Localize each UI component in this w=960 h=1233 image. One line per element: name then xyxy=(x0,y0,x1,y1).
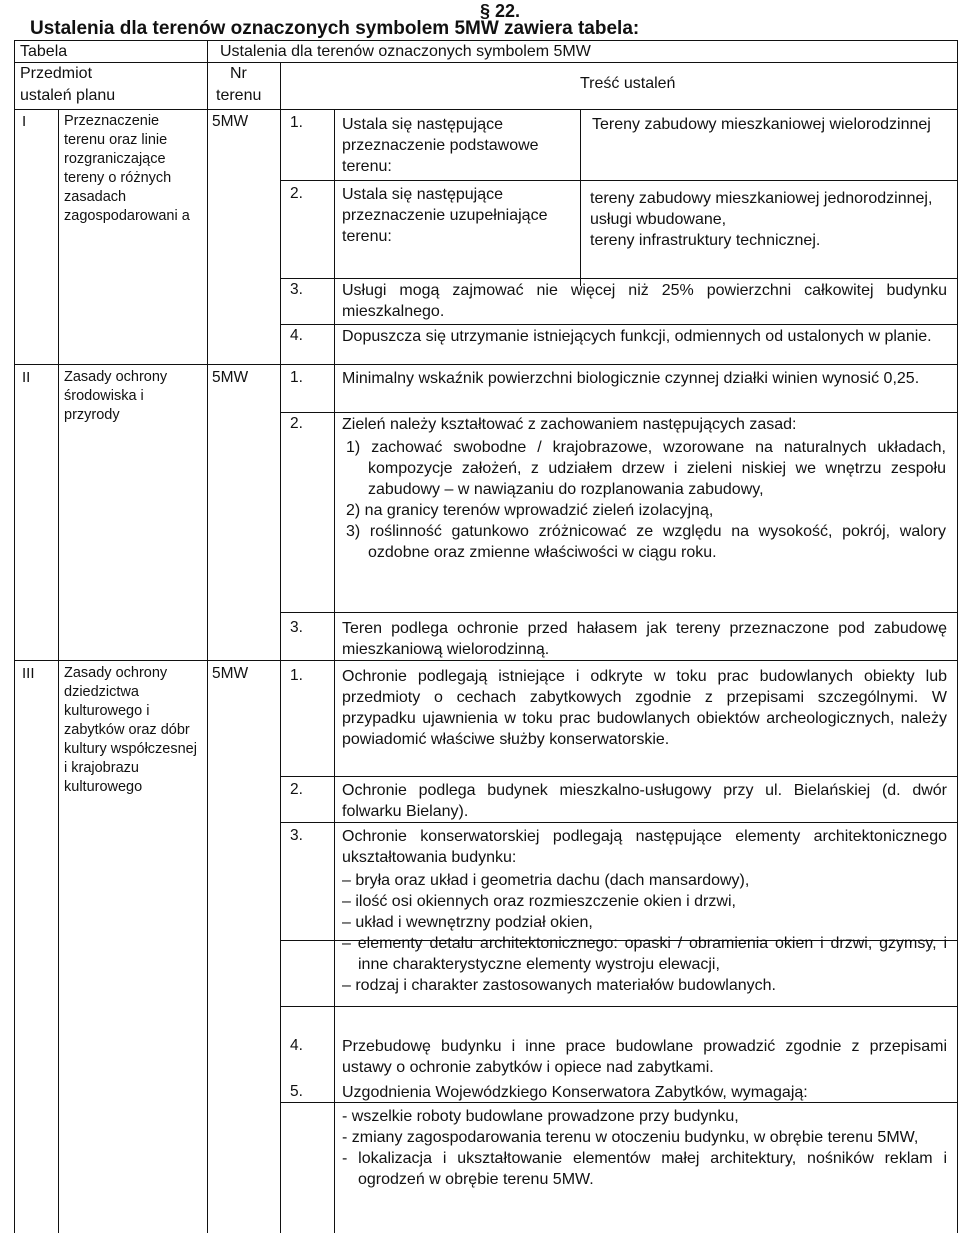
list-item: - wszelkie roboty budowlane prowadzone przy budynku, xyxy=(342,1108,739,1125)
list-item: – elementy detalu architektonicznego: opaski / obramienia okien i drzwi, gzymsy, i inne charakterystyczne elementy wystroju elewacji, xyxy=(342,935,947,973)
row-category: Zasady ochrony dziedzictwa kulturowego i zabytków oraz dóbr kultury współczesnej i krajobrazu kulturowego xyxy=(64,665,197,795)
item-list xyxy=(342,1106,947,1190)
list-item: 3) roślinność gatunkowo zróżnicować ze względu na wysokość, pokrój, walory ozdobne oraz zmienne właściwości w ciągu roku. xyxy=(346,523,946,561)
item-text: Teren podlega ochronie przed hałasem jak tereny przeznaczone pod zabudowę mieszkaniową wielorodzinną. xyxy=(342,620,947,658)
item-number: 4. xyxy=(290,1037,303,1054)
item-text: Przebudowę budynku i inne prace budowlane prowadzić zgodnie z przepisami ustawy o ochronie zabytków i opiece nad zabytkami. xyxy=(342,1038,947,1076)
item-text: Zieleń należy kształtować z zachowaniem następujących zasad: xyxy=(342,416,797,433)
item-text: Ochronie podlega budynek mieszkalno-usługowy przy ul. Bielańskiej (d. dwór folwarku Bielany). xyxy=(342,782,947,820)
section-number: § 22. xyxy=(479,1,521,21)
item-number: 2. xyxy=(290,415,303,432)
list-item: 1) zachować swobodne / krajobrazowe, wzorowane na naturalnych układach, kompozycje założeń, z udziałem drzew i zieleni niskiej we wnętrzu zespołu zabudowy – w nawiązaniu do rozplanowania zabudowy, xyxy=(346,439,946,498)
row-symbol: 5MW xyxy=(212,369,249,386)
header-caption: Ustalenia dla terenów oznaczonych symbolem 5MW xyxy=(220,43,591,60)
item-value: Tereny zabudowy mieszkaniowej wielorodzinnej xyxy=(592,116,931,133)
row-roman: III xyxy=(22,665,35,682)
row-category: Przeznaczenie terenu oraz linie rozgraniczające tereny o różnych zasadach zagospodarowani a xyxy=(64,113,190,224)
item-text: Uzgodnienia Wojewódzkiego Konserwatora Zabytków, wymagają: xyxy=(342,1084,808,1101)
item-number: 1. xyxy=(290,114,303,131)
item-number: 2. xyxy=(290,781,303,798)
header-tresc: Treść ustaleń xyxy=(580,75,676,92)
list-item: – rodzaj i charakter zastosowanych materiałów budowlanych. xyxy=(342,977,776,994)
item-list xyxy=(342,870,947,996)
list-item: – układ i wewnętrzny podział okien, xyxy=(342,914,593,931)
header-tabela: Tabela xyxy=(20,43,68,60)
item-number: 5. xyxy=(290,1083,303,1100)
item-number: 2. xyxy=(290,185,303,202)
item-list xyxy=(590,188,940,251)
list-item: – bryła oraz układ i geometria dachu (dach mansardowy), xyxy=(342,872,750,889)
item-number: 3. xyxy=(290,827,303,844)
row-roman: II xyxy=(22,369,31,386)
item-number: 1. xyxy=(290,369,303,386)
list-item: – ilość osi okiennych oraz rozmieszczenie okien i drzwi, xyxy=(342,893,736,910)
item-number: 3. xyxy=(290,281,303,298)
item-number: 4. xyxy=(290,327,303,344)
item-number: 3. xyxy=(290,619,303,636)
list-item: 2) na granicy terenów wprowadzić zieleń izolacyjną, xyxy=(346,502,714,519)
row-category: Zasady ochrony środowiska i przyrody xyxy=(64,369,168,423)
table-heading: Ustalenia dla terenów oznaczonych symbolem 5MW zawiera tabela: xyxy=(30,18,640,39)
header-nr: Nr xyxy=(230,65,247,82)
item-text: Ochronie konserwatorskiej podlegają następujące elementy architektonicznego ukształtowania budynku: xyxy=(342,828,947,866)
item-list xyxy=(346,437,946,563)
header-przedmiot: Przedmiot xyxy=(20,65,93,82)
list-item: tereny infrastruktury technicznej. xyxy=(590,232,821,249)
item-text: Usługi mogą zajmować nie więcej niż 25% powierzchni całkowitej budynku mieszkalnego. xyxy=(342,282,947,320)
list-item: - zmiany zagospodarowania terenu w otoczeniu budynku, w obrębie terenu 5MW, xyxy=(342,1129,919,1146)
header-terenu: terenu xyxy=(216,87,262,104)
item-text: Dopuszcza się utrzymanie istniejących funkcji, odmiennych od ustalonych w planie. xyxy=(342,328,932,345)
item-text: Ochronie podlegają istniejące i odkryte w toku prac budowlanych obiekty lub przedmioty o cechach zabytkowych zgodnie z przepisami szczególnymi. W przypadku ujawnienia w toku prac budowlanych obiektów archeologicznych, należy powiadomić właściwe służby konserwatorskie. xyxy=(342,668,947,748)
row-symbol: 5MW xyxy=(212,113,249,130)
item-label: Ustala się następujące przeznaczenie uzupełniające terenu: xyxy=(342,186,548,245)
list-item: usługi wbudowane, xyxy=(590,211,727,228)
row-roman: I xyxy=(22,113,27,130)
item-text: Minimalny wskaźnik powierzchni biologicznie czynnej działki winien wynosić 0,25. xyxy=(342,370,920,387)
list-item: - lokalizacja i ukształtowanie elementów małej architektury, nośników reklam i ogrodzeń w obrębie terenu 5MW. xyxy=(342,1150,947,1188)
row-symbol: 5MW xyxy=(212,665,249,682)
item-label: Ustala się następujące przeznaczenie podstawowe terenu: xyxy=(342,116,539,175)
header-ustalen-planu: ustaleń planu xyxy=(20,87,116,104)
list-item: tereny zabudowy mieszkaniowej jednorodzinnej, xyxy=(590,190,933,207)
item-number: 1. xyxy=(290,667,303,684)
